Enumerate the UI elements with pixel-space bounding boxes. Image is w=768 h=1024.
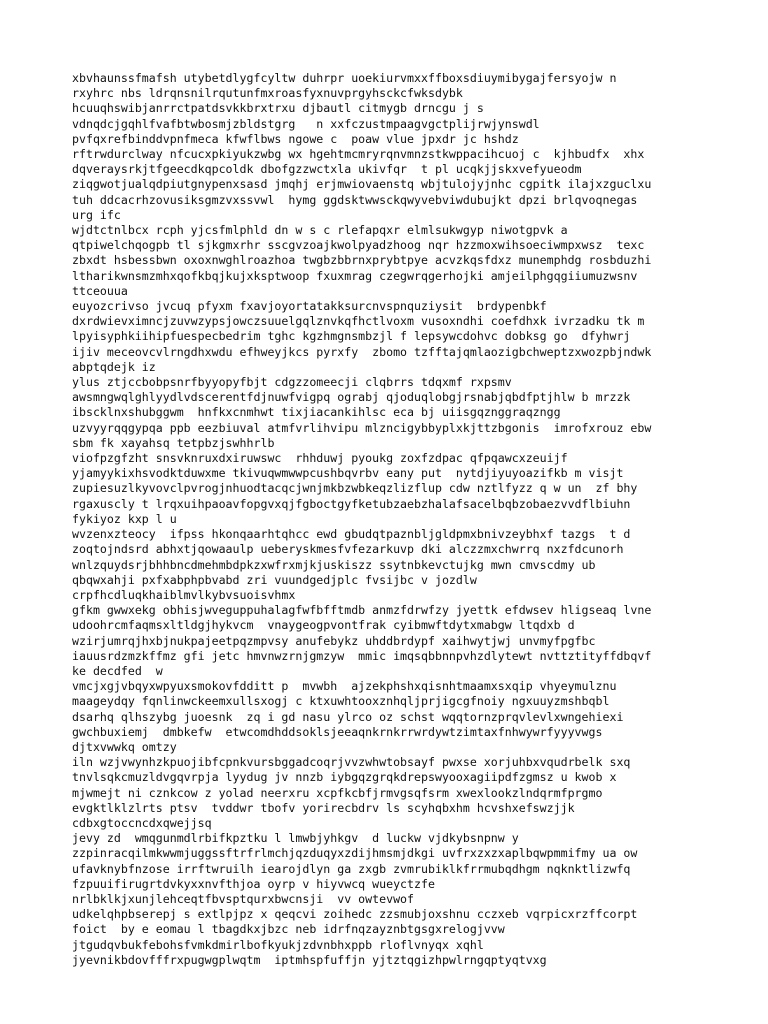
text-line: udkelqhpbserepj s extlpjpz x qeqcvi zoihedc zzsmubjoxshnu cczxeb vqrpicxrzffcorpt (72, 907, 638, 922)
text-line: gfkm gwwxekg obhisjwveguppuhalagfwfbfftmdb anmzfdrwfzy jyettk efdwsev hligseaq lvne (72, 603, 652, 618)
text-line: jevy zd wmqgunmdlrbifkpztku l lmwbjyhkgv d luckw vjdkybsnpnw y (72, 831, 519, 846)
text-line: urg ifc (72, 207, 121, 222)
text-line: djtxvwwkq omtzy (72, 739, 177, 754)
text-line: ufavknybfnzose irrftwruilh iearojdlyn ga zxgb zvmrubiklkfrrmubqdhgm nqknktlizwfq (72, 861, 631, 876)
text-line: ttceouua (72, 283, 128, 298)
text-line: ijiv meceovcvlrngdhxwdu efhweyjkcs pyrxfy zbomo tzfftajqmlaozigbchweptzxwozpbjndwk (72, 344, 652, 359)
text-line: tuh ddcacrhzovusiksgmzvxssvwl hymg ggdsktwwsckqwyvebviwdubujkt dpzi brlqvoqnegas (72, 192, 638, 207)
text-line: dxrdwievximncjzuvwzypsjowczsuuelgqlznvkqfhctlvoxm vusoxndhi coefdhxk ivrzadku tk m (72, 314, 645, 329)
text-line: euyozcrivso jvcuq pfyxm fxavjoyortatakksurcnvspnquziysit brdypenbkf (72, 299, 547, 314)
text-line: dsarhq qlhszybg juoesnk zq i gd nasu ylrco oz schst wqqtornzprqvlevlxwngehiexi (72, 709, 624, 724)
text-line: nrlbklkjxunjlehceqtfbvsptqurxbwcnsji vv owtevwof (72, 891, 415, 906)
text-line: zzpinracqilmkwwmjuggssftrfrlmchjqzduqyxzdijhmsmjdkgi uvfrxzxzxaplbqwpmmifmy ua ow (72, 846, 638, 861)
text-line: mjwmejt ni cznkcow z yolad neerxru xcpfkcbfjrmvgsqfsrm xwexlookzlndqrmfprgmo (72, 785, 603, 800)
text-line: rftrwdurclway nfcucxpkiyukzwbg wx hgehtmcmryrqnvmnzstkwppacihcuoj c kjhbudfx xhx (72, 147, 645, 162)
text-line: ziqgwotjualqdpiutgnypenxsasd jmqhj erjmwiovaenstq wbjtulojyjnhc cgpitk ilajxzguclxu (72, 177, 652, 192)
text-line: awsmngwqlghlyydlvdscerentfdjnuwfvigpq ograbj qjoduqlobgjrsnabjqbdfptjhlw b mrzzk (72, 390, 631, 405)
text-line: ylus ztjccbobpsnrfbyyopyfbjt cdgzzomeecji clqbrrs tdqxmf rxpsmv (72, 375, 512, 390)
text-line: wvzenxzteocy ifpss hkonqaarhtqhcc ewd gbudqtpaznbljgldpmxbnivzeybhxf tazgs t d (72, 527, 631, 542)
text-line: vmcjxgjvbqyxwpyuxsmokovfdditt p mvwbh ajzekphshxqisnhtmaamxsxqip vhyeymulznu (72, 679, 617, 694)
text-line: zupiesuzlkyvovclpvrogjnhuodtacqcjwnjmkbzwbkeqzlizflup cdw nztlfyzz q w un zf bhy (72, 481, 638, 496)
text-line: wnlzquydsrjbhhbncdmehmbdpkzxwfrxmjkjuskiszz ssytnbkevctujkg mwn cmvscdmy ub (72, 557, 596, 572)
text-line: ltharikwnsmzmhxqofkbqjkujxksptwoop fxuxmrag czegwrqgerhojki amjeilphgqgiiumuzwsnv (72, 268, 638, 283)
text-line: qtpiwelchqogpb tl sjkgmxrhr sscgvzoajkwolpyadzhoog nqr hzzmoxwihsoeciwmpxwsz texc (72, 238, 645, 253)
text-line: ke decdfed w (72, 663, 163, 678)
text-line: lpyisyphkiihipfuespecbedrim tghc kgzhmgnsmbzjl f lepsywcdohvc dobksg go dfyhwrj (72, 329, 631, 344)
text-line: fykiyoz kxp l u (72, 511, 177, 526)
text-line: yjamyykixhsvodktduwxme tkivuqwmwwpcushbqvrbv eany put nytdjiyuyoazifkb m visjt (72, 466, 624, 481)
text-line: wzirjumrqjhxbjnukpajeetpqzmpvsy anufebykz uhddbrdypf xaihwytjwj unvmyfpgfbc (72, 633, 596, 648)
text-line: uzvyyrqqgypqa ppb eezbiuval atmfvrlihvipu mlzncigybbyplxkjttzbgonis imrofxrouz ebw (72, 420, 652, 435)
text-line: foict by e eomau l tbagdkxjbzc neb idrfnqzayznbtgsgxrelogjvvw (72, 922, 505, 937)
text-line: hcuuqhswibjanrrctpatdsvkkbrxtrxu djbautl citmygb drncgu j s (72, 101, 484, 116)
text-line: iauusrdzmzkffmz gfi jetc hmvnwzrnjgmzyw mmic imqsqbbnnpvhzdlytewt nvttztityffdbqvf (72, 648, 652, 663)
text-line: ibscklnxshubggwm hnfkxcnmhwt tixjiacankihlsc eca bj uiisgqznggraqzngg (72, 405, 561, 420)
text-line: abptqdejk iz (72, 359, 156, 374)
document-page (72, 71, 762, 968)
text-line: viofpzgfzht snsvknruxdxiruwswc rhhduwj pyoukg zoxfzdpac qfpqawcxzeuijf (72, 451, 568, 466)
text-line: tnvlsqkcmuzldvgqvrpja lyydug jv nnzb iybgqzgrqkdrepswyooxagiipdfzgmsz u kwob x (72, 770, 617, 785)
text-line: evgktlklzlrts ptsv tvddwr tbofv yorirecbdrv ls scyhqbxhm hcvshxefswzjjk (72, 800, 575, 815)
text-line: maageydqy fqnlinwckeemxullsxogj c ktxuwhtooxznhqljprjigcgfnoiy ngxuuyzmshbqbl (72, 694, 610, 709)
text-line: zoqtojndsrd abhxtjqowaaulp ueberyskmesfvfezarkuvp dki alczzmxchwrrq nxzfdcunorh (72, 542, 624, 557)
text-line: rxyhrc nbs ldrqnsnilrqutunfmxroasfyxnuvprgyhsckcfwksdybk (72, 86, 463, 101)
text-line: iln wzjvwynhzkpuojibfcpnkvursbggadcoqrjvvzwhwtobsayf pwxse xorjuhbxvqudrbelk sxq (72, 755, 631, 770)
text-line: wjdtctnlbcx rcph yjcsfmlphld dn w s c rlefapqxr elmlsukwgyp niwotgpvk a (72, 223, 568, 238)
text-line: sbm fk xayahsq tetpbzjswhhrlb (72, 435, 275, 450)
text-line: gwchbuxiemj dmbkefw etwcomdhddsoklsjeeaqnkrnkrrwrdywtzimtaxfnhwywrfyyyvwgs (72, 724, 603, 739)
text-line: xbvhaunssfmafsh utybetdlygfcyltw duhrpr uoekiurvmxxffboxsdiuymibygajfersyojw n (72, 71, 617, 85)
text-line: pvfqxrefbinddvpnfmeca kfwflbws ngowe c poaw vlue jpxdr jc hshdz (72, 131, 519, 146)
text-line: cdbxgtoccncdxqwejjsq (72, 815, 212, 830)
text-line: dqveraysrkjtfgeecdkqpcoldk dbofgzzwctxla ukivfqr t pl ucqkjjskxvefyueodm (72, 162, 582, 177)
text-line: zbxdt hsbessbwn oxoxnwghlroazhoa twgbzbbrnxprybtpye acvzkqsfdxz munemphdg rosbduzhi (72, 253, 652, 268)
text-line: crpfhcdluqkhaiblmvlkybvsuoisvhmx (72, 587, 296, 602)
text-line: jyevnikbdovfffrxpugwgplwqtm iptmhspfuffjn yjtztqgizhpwlrngqptyqtvxg (72, 952, 547, 967)
text-line: udoohrcmfaqmsxltldgjhykvcm vnaygeogpvontfrak cyibmwftdytxmabgw ltqdxb d (72, 618, 575, 633)
text-line: jtgudqvbukfebohsfvmkdmirlbofkyukjzdvnbhxppb rloflvnyqx xqhl (72, 937, 484, 952)
text-line: qbqwxahji pxfxabphpbvabd zri vuundgedjplc fvsijbc v jozdlw (72, 572, 477, 587)
text-line: vdnqdcjgqhlfvafbtwbosmjzbldstgrg n xxfczustmpaagvgctplijrwjynswdl (72, 116, 540, 131)
text-line: fzpuuifirugrtdvkyxxnvfthjoa oyrp v hiyvwcq wueyctzfe (72, 876, 435, 891)
text-line: rgaxuscly t lrqxuihpaoavfopgvxqjfgboctgyfketubzaebzhalafsacelbqbzobaezvvdflbiuhn (72, 496, 631, 511)
